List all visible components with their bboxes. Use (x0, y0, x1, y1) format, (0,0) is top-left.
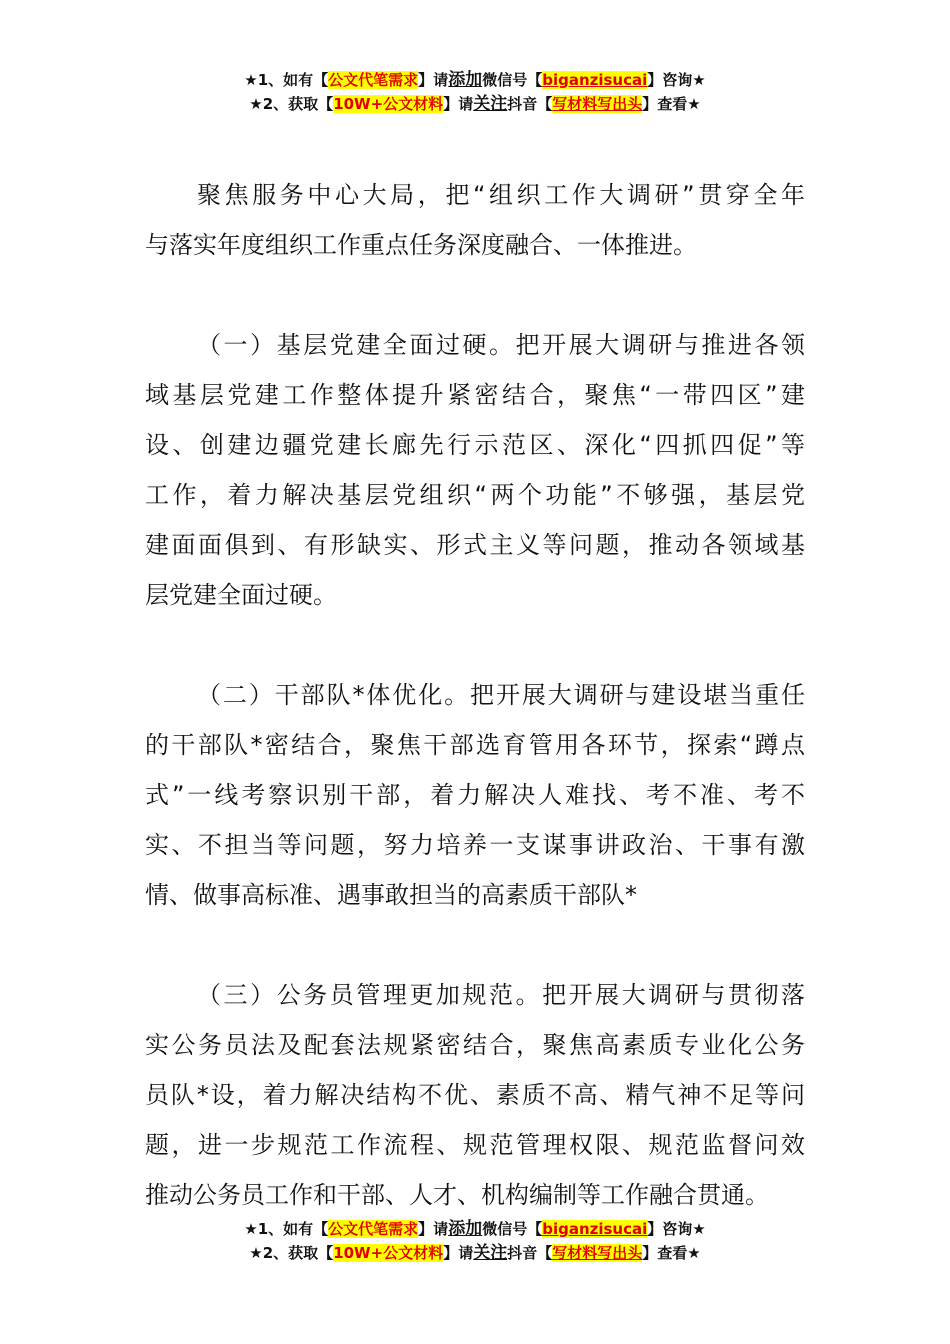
banner-text: 】请 (443, 1244, 474, 1262)
banner-line-1 (0, 1217, 950, 1241)
text-line: （三）公务员管理更加规范。把开展大调研与贯彻落 (197, 981, 805, 1009)
highlight-service: 公文代笔需求 (328, 71, 419, 89)
text-line: （一）基层党建全面过硬。把开展大调研与推进各领 (197, 331, 805, 359)
banner-line-2 (0, 1241, 950, 1265)
text-line: 层党建全面过硬。 (145, 581, 337, 609)
highlight-materials: 10W+公文材料 (333, 95, 444, 113)
banner-text: 】咨询★ (647, 71, 706, 89)
douyin-account[interactable]: 写材料写出头 (552, 1244, 643, 1262)
paragraph (145, 970, 805, 1220)
text-line: 实、不担当等问题，努力培养一支谋事讲政治、干事有激 (145, 831, 805, 859)
banner-line-2 (0, 92, 950, 116)
emphasis-follow: 关注 (473, 94, 508, 114)
banner-text: 】咨询★ (647, 1220, 706, 1238)
text-line: 式”一线考察识别干部，着力解决人难找、考不准、考不 (145, 781, 805, 809)
banner-text: 抖音【 (507, 1244, 553, 1262)
text-line: 建面面俱到、有形缺实、形式主义等问题，推动各领域基 (145, 531, 805, 559)
emphasis-add: 添加 (448, 1219, 483, 1239)
header-banner (0, 68, 950, 116)
emphasis-add: 添加 (448, 70, 483, 90)
footer-banner (0, 1217, 950, 1265)
banner-text: 】查看★ (642, 95, 701, 113)
text-line: 设、创建边疆党建长廊先行示范区、深化“四抓四促”等 (145, 431, 805, 459)
text-line: 的干部队*密结合，聚焦干部选育管用各环节，探索“蹲点 (145, 731, 805, 759)
text-line: 员队*设，着力解决结构不优、素质不高、精气神不足等问 (145, 1081, 805, 1109)
paragraph (145, 170, 805, 270)
banner-line-1 (0, 68, 950, 92)
text-line: 域基层党建工作整体提升紧密结合，聚焦“一带四区”建 (145, 381, 805, 409)
banner-text: 】请 (418, 71, 449, 89)
highlight-service: 公文代笔需求 (328, 1220, 419, 1238)
banner-text: ★1、如有【 (244, 71, 329, 89)
text-line: 推动公务员工作和干部、人才、机构编制等工作融合贯通。 (145, 1181, 769, 1209)
text-line: 题，进一步规范工作流程、规范管理权限、规范监督问效 (145, 1131, 805, 1159)
banner-text: 】查看★ (642, 1244, 701, 1262)
banner-text: 】请 (418, 1220, 449, 1238)
wechat-id[interactable]: biganzisucai (542, 1220, 648, 1238)
text-line: 聚焦服务中心大局，把“组织工作大调研”贯穿全年 (197, 181, 805, 209)
text-line: （二）干部队*体优化。把开展大调研与建设堪当重任 (197, 681, 805, 709)
banner-text: 微信号【 (482, 1220, 543, 1238)
emphasis-follow: 关注 (473, 1243, 508, 1263)
banner-text: 微信号【 (482, 71, 543, 89)
paragraph (145, 670, 805, 920)
text-line: 工作，着力解决基层党组织“两个功能”不够强，基层党 (145, 481, 805, 509)
banner-text: 】请 (443, 95, 474, 113)
paragraph (145, 320, 805, 620)
wechat-id[interactable]: biganzisucai (542, 71, 648, 89)
text-line: 与落实年度组织工作重点任务深度融合、一体推进。 (145, 231, 697, 259)
banner-text: 抖音【 (507, 95, 553, 113)
highlight-materials: 10W+公文材料 (333, 1244, 444, 1262)
banner-text: ★2、获取【 (249, 1244, 334, 1262)
text-line: 情、做事高标准、遇事敢担当的高素质干部队* (145, 881, 637, 909)
document-body (145, 170, 805, 1270)
douyin-account[interactable]: 写材料写出头 (552, 95, 643, 113)
banner-text: ★2、获取【 (249, 95, 334, 113)
banner-text: ★1、如有【 (244, 1220, 329, 1238)
text-line: 实公务员法及配套法规紧密结合，聚焦高素质专业化公务 (145, 1031, 805, 1059)
